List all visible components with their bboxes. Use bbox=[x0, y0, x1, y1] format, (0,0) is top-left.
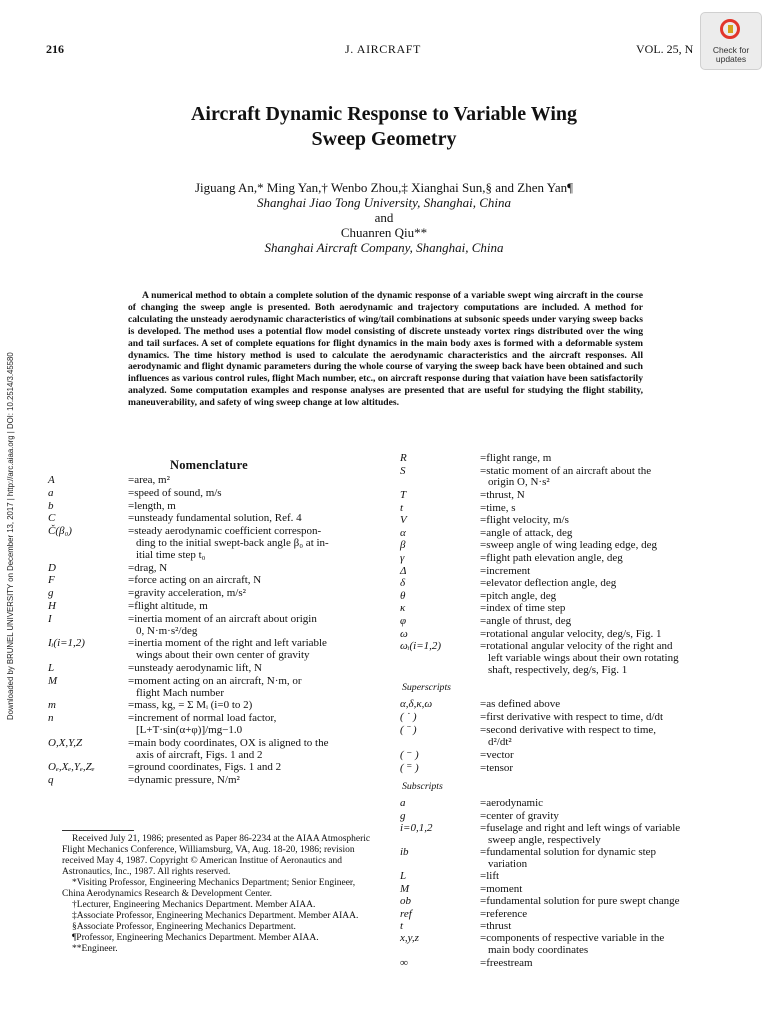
nomenclature-symbol: Oₑ,Xₑ,Yₑ,Zₑ bbox=[48, 761, 95, 774]
nomenclature-symbol: ref bbox=[400, 907, 412, 920]
title-line-2: Sweep Geometry bbox=[311, 128, 457, 150]
nomenclature-symbol: m bbox=[48, 699, 56, 712]
nomenclature-definition: =dynamic pressure, N/m² bbox=[128, 774, 240, 787]
nomenclature-definition: =tensor bbox=[480, 762, 514, 775]
nomenclature-definition: =vector bbox=[480, 749, 514, 762]
nomenclature-symbol: D bbox=[48, 561, 56, 574]
nomenclature-definition: =elevator deflection angle, deg bbox=[480, 577, 617, 590]
footnotes bbox=[62, 834, 380, 955]
author-line-1: Jiguang An,* Ming Yan,† Wenbo Zhou,‡ Xianghai Sun,§ and Zhen Yan¶ bbox=[195, 180, 573, 195]
journal-name: J. AIRCRAFT bbox=[345, 42, 421, 56]
footnote: Received July 21, 1986; presented as Paper 86-2234 at the AIAA Atmospheric Flight Mechanics Conference, Williamsburg, VA, Aug. 18-20, 1986; revision received May 4, 1987. Copyright © American Institue of Aeronautics and Astronautics, Inc., 1987. All rights reserved. bbox=[62, 834, 371, 877]
nomenclature-definition: =area, m² bbox=[128, 474, 170, 486]
nomenclature-symbol: ib bbox=[400, 846, 409, 859]
nomenclature-symbol: I bbox=[48, 612, 52, 625]
nomenclature-definition: =first derivative with respect to time, d/dt bbox=[480, 711, 664, 724]
nomenclature-symbol: ( ˙ ) bbox=[400, 711, 417, 724]
nomenclature-definition: itial time step t₀ bbox=[136, 548, 206, 561]
nomenclature-symbol: H bbox=[48, 600, 56, 612]
nomenclature-definition: =angle of attack, deg bbox=[480, 526, 573, 539]
nomenclature-definition: =drag, N bbox=[128, 561, 168, 574]
nomenclature-symbol: M bbox=[48, 674, 58, 687]
download-stamp bbox=[0, 300, 15, 720]
nomenclature-definition: sweep angle, respectively bbox=[488, 833, 601, 846]
nomenclature-definition: =freestream bbox=[480, 956, 533, 969]
nomenclature-symbol: ∞ bbox=[400, 956, 408, 969]
nomenclature-symbol: T bbox=[400, 489, 407, 501]
nomenclature-definition: =fundamental solution for dynamic step bbox=[480, 846, 657, 859]
nomenclature-definition: =time, s bbox=[480, 501, 516, 514]
nomenclature-definition: =lift bbox=[480, 870, 500, 883]
author-and: and bbox=[374, 210, 394, 225]
affiliation-1: Shanghai Jiao Tong University, Shanghai, China bbox=[256, 195, 512, 210]
nomenclature-definition: =rotational angular velocity, deg/s, Fig. 1 bbox=[480, 627, 662, 640]
nomenclature-definition: =static moment of an aircraft about the bbox=[480, 464, 652, 477]
download-stamp-text: Downloaded by BRUNEL UNIVERSITY on December 13, 2017 | http://arc.aiaa.org | DOI: 10.2514/3.45580 bbox=[6, 352, 15, 720]
nomenclature-definition: main body coordinates bbox=[488, 944, 589, 957]
nomenclature-definition: =aerodynamic bbox=[480, 797, 544, 810]
footnote: †Lecturer, Engineering Mechanics Department. Member AIAA. bbox=[72, 900, 316, 910]
nomenclature-definition: [L+T·sin(α+φ)]/mg−1.0 bbox=[136, 723, 243, 736]
nomenclature-definition: =fuselage and right and left wings of variable bbox=[480, 822, 681, 834]
nomenclature-definition: =inertia moment of the right and left variable bbox=[128, 637, 327, 650]
nomenclature-definition: =flight velocity, m/s bbox=[480, 514, 569, 527]
nomenclature-symbol: A bbox=[48, 474, 55, 486]
nomenclature-symbol: ω bbox=[400, 627, 408, 640]
paper-title bbox=[0, 102, 768, 152]
nomenclature-definition: flight Mach number bbox=[136, 686, 224, 699]
nomenclature-definition: variation bbox=[488, 857, 528, 870]
nomenclature-heading: Nomenclature bbox=[170, 458, 248, 472]
nomenclature-symbol: Δ bbox=[400, 564, 407, 577]
nomenclature-definition: =flight range, m bbox=[480, 452, 552, 464]
nomenclature-symbol: n bbox=[48, 712, 54, 725]
nomenclature-definition: =increment bbox=[480, 564, 531, 577]
nomenclature-symbol: θ bbox=[400, 589, 406, 602]
nomenclature-definition: =second derivative with respect to time, bbox=[480, 724, 657, 737]
page-number: 216 bbox=[46, 42, 64, 56]
affiliation-2: Shanghai Aircraft Company, Shanghai, China bbox=[264, 240, 504, 255]
nomenclature-definition: =pitch angle, deg bbox=[480, 589, 557, 602]
nomenclature-symbol: V bbox=[400, 514, 407, 527]
nomenclature-definition: =angle of thrust, deg bbox=[480, 615, 572, 627]
nomenclature-symbol: q bbox=[48, 774, 54, 787]
nomenclature-definition: =force acting on an aircraft, N bbox=[128, 574, 262, 587]
nomenclature-definition: =thrust bbox=[480, 920, 512, 932]
badge-label-line1: Check for bbox=[712, 45, 750, 55]
nomenclature-definition: =inertia moment of an aircraft about origin bbox=[128, 612, 317, 625]
nomenclature-symbol: O,X,Y,Z bbox=[48, 736, 83, 749]
nomenclature-symbol: a bbox=[48, 486, 54, 499]
footnote: ¶Professor, Engineering Mechanics Department. Member AIAA. bbox=[72, 933, 319, 943]
nomenclature-definition: 0, N·m·s²/deg bbox=[136, 624, 198, 637]
footnote: ‡Associate Professor, Engineering Mechanics Department. Member AIAA. bbox=[72, 911, 359, 921]
nomenclature-definition: shaft, respectively, deg/s, Fig. 1 bbox=[488, 663, 628, 676]
nomenclature-definition: =sweep angle of wing leading edge, deg bbox=[480, 539, 657, 552]
nomenclature-definition: d²/dt² bbox=[488, 736, 512, 749]
nomenclature-definition: =unsteady fundamental solution, Ref. 4 bbox=[128, 512, 302, 525]
check-for-updates-icon bbox=[720, 19, 740, 39]
nomenclature-definition: =increment of normal load factor, bbox=[128, 712, 277, 725]
nomenclature-symbol: x,y,z bbox=[400, 932, 419, 945]
nomenclature-definition: =moment bbox=[480, 882, 523, 895]
nomenclature-definition: =main body coordinates, OX is aligned to the bbox=[128, 736, 329, 749]
footnote: *Visiting Professor, Engineering Mechanics Department; Senior Engineer, China Aerodynamics Research & Development Center. bbox=[62, 878, 356, 899]
nomenclature-definition: =length, m bbox=[128, 499, 176, 512]
nomenclature-symbol: Iᵢ(i=1,2) bbox=[48, 637, 85, 650]
nomenclature-symbol: α,δ,κ,ω bbox=[400, 698, 433, 711]
nomenclature-definition: ding to the initial swept-back angle β₀ at in- bbox=[136, 536, 329, 549]
footnote-rule bbox=[62, 830, 134, 831]
author-line-2: Chuanren Qiu** bbox=[340, 225, 428, 240]
title-line-1: Aircraft Dynamic Response to Variable Wing bbox=[190, 103, 578, 125]
nomenclature-definition: =reference bbox=[480, 907, 528, 920]
footnote: §Associate Professor, Engineering Mechanics Department. bbox=[72, 922, 296, 932]
nomenclature-definition: origin O, N·s² bbox=[488, 476, 550, 489]
nomenclature-definition: =mass, kg, = Σ Mᵢ (i=0 to 2) bbox=[128, 699, 253, 712]
nomenclature-definition: =unsteady aerodynamic lift, N bbox=[128, 662, 262, 674]
nomenclature-definition: =ground coordinates, Figs. 1 and 2 bbox=[128, 761, 282, 774]
nomenclature-definition: =rotational angular velocity of the right and bbox=[480, 640, 673, 653]
nomenclature-symbol: L bbox=[48, 662, 55, 674]
nomenclature-definition: =components of respective variable in the bbox=[480, 932, 665, 945]
nomenclature-definition: =center of gravity bbox=[480, 809, 559, 822]
nomenclature-definition: left variable wings about their own rotating bbox=[488, 651, 679, 664]
check-for-updates-badge[interactable] bbox=[700, 12, 762, 70]
author-block bbox=[0, 180, 768, 255]
nomenclature-symbol: t bbox=[400, 501, 404, 514]
nomenclature-definition: wings about their own center of gravity bbox=[136, 649, 310, 662]
nomenclature-symbol: ob bbox=[400, 895, 411, 908]
nomenclature-symbol: ( ⁼ ) bbox=[400, 762, 419, 775]
nomenclature-symbol: ( ¨ ) bbox=[400, 724, 417, 737]
nomenclature-symbol: δ bbox=[400, 577, 406, 590]
nomenclature-symbol: ωᵢ(i=1,2) bbox=[400, 640, 442, 653]
nomenclature-symbol: M bbox=[400, 882, 410, 895]
nomenclature-definition: =as defined above bbox=[480, 698, 561, 711]
nomenclature-symbol: a bbox=[400, 797, 406, 810]
nomenclature-definition: =steady aerodynamic coefficient correspon- bbox=[128, 525, 322, 538]
nomenclature-definition: =gravity acceleration, m/s² bbox=[128, 587, 246, 600]
volume-label: VOL. 25, N bbox=[636, 42, 694, 56]
nomenclature-definition: =fundamental solution for pure swept change bbox=[480, 895, 680, 908]
nomenclature-definition: =moment acting on an aircraft, N·m, or bbox=[128, 674, 302, 687]
nomenclature-symbol: Č(β₀) bbox=[48, 525, 72, 538]
nomenclature-symbol: g bbox=[400, 809, 406, 822]
nomenclature-symbol: i=0,1,2 bbox=[400, 822, 433, 834]
nomenclature-symbol: ( ⁻ ) bbox=[400, 749, 419, 762]
abstract: A numerical method to obtain a complete solution of the dynamic response of a variable swept wing aircraft in the course of changing the sweep angle is presented. Both aerodynamic and trajectory computations are included. A method for calculating the unsteady aerodynamic characteristics of wing/tail combinations at subsonic speeds under varying sweep backs is developed. The method uses a potential flow model consisting of discrete unsteady vortex rings distributed over the wing and tail surfaces. A set of complete equations for flight dynamics in the main body axes is formed with a deformable system dynamics. The time history method is used to calculate the aerodynamic characteristics and the aircraft responses. All aerodynamic and flight dynamic parameters during the whole course of varying the sweep back have been obtained and such influences as various control rules, flight Mach number, etc., on aircraft response during that vaiation have been satisfactorily analyzed. Some computation examples and response analyses are presented that are useful for studying the flight stability, maneuverability, and safety of wing sweep change at low altitudes. bbox=[128, 290, 643, 409]
nomenclature-symbol: β bbox=[400, 539, 406, 552]
nomenclature-symbol: g bbox=[48, 587, 54, 600]
nomenclature-definition: =index of time step bbox=[480, 602, 566, 615]
nomenclature-symbol: S bbox=[400, 464, 406, 477]
nomenclature-symbol: C bbox=[48, 512, 56, 525]
badge-label-line2: updates bbox=[715, 54, 747, 64]
nomenclature-symbol: γ bbox=[400, 552, 405, 564]
nomenclature-definition: axis of aircraft, Figs. 1 and 2 bbox=[136, 748, 263, 761]
nomenclature-symbol: φ bbox=[400, 615, 407, 627]
nomenclature-symbol: L bbox=[400, 870, 407, 883]
nomenclature-symbol: R bbox=[400, 452, 407, 464]
nomenclature-definition: =flight path elevation angle, deg bbox=[480, 552, 623, 564]
nomenclature-definition: =thrust, N bbox=[480, 489, 525, 501]
nomenclature-subheading: Subscripts bbox=[402, 781, 443, 793]
footnote: **Engineer. bbox=[72, 944, 118, 954]
nomenclature-definition: =flight altitude, m bbox=[128, 600, 208, 612]
nomenclature-definition: =speed of sound, m/s bbox=[128, 486, 222, 499]
nomenclature-symbol: κ bbox=[400, 602, 406, 615]
nomenclature-symbol: t bbox=[400, 920, 404, 932]
nomenclature-symbol: F bbox=[48, 574, 55, 587]
nomenclature-symbol: b bbox=[48, 499, 54, 512]
nomenclature-symbol: α bbox=[400, 526, 406, 539]
nomenclature-subheading: Superscripts bbox=[402, 682, 451, 694]
